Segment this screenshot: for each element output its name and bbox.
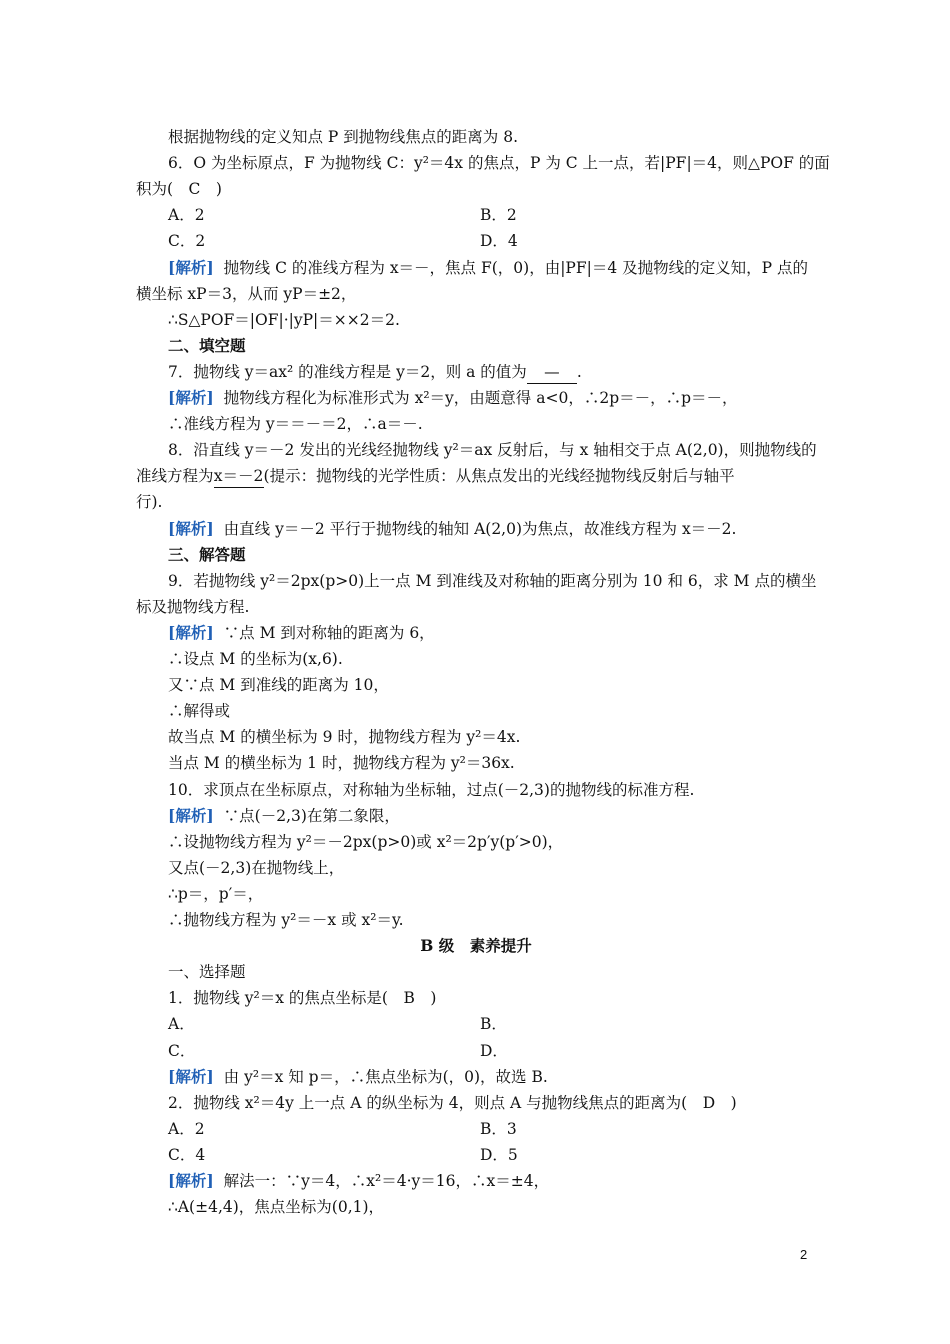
- line-text: ∴设点 M 的坐标为(x,6).: [168, 650, 343, 668]
- text-line: [136, 883, 848, 905]
- text-line: [136, 491, 816, 513]
- text-line: [136, 570, 848, 592]
- text-line: [136, 1196, 848, 1218]
- analysis-tag: [解析]: [168, 805, 214, 825]
- text-line: [136, 1170, 848, 1192]
- option-choice: B．2: [480, 206, 517, 225]
- line-text: C．4: [168, 1145, 206, 1164]
- text-line: [136, 283, 816, 305]
- analysis-tag: [解析]: [168, 1171, 214, 1190]
- line-text: ∴准线方程为 y＝＝－＝2，∴a＝－.: [168, 415, 423, 434]
- line-text: 由 y²＝x 知 p＝，∴焦点坐标为(，0)，故选 B.: [223, 1067, 548, 1086]
- text-line: [136, 309, 848, 331]
- line-text: 抛物线 C 的准线方程为 x＝－，焦点 F(，0)，由|PF|＝4 及抛物线的定义知，P 点的: [223, 258, 808, 277]
- line-text: 7．抛物线 y＝ax² 的准线方程是 y＝2，则 a 的值为: [168, 362, 527, 381]
- option-choice: D．: [480, 1041, 508, 1060]
- text-line: [136, 257, 848, 279]
- line-text: 6．O 为坐标原点，F 为抛物线 C：y²＝4x 的焦点，P 为 C 上一点，若|PF|＝4，则△POF 的面: [168, 154, 830, 173]
- analysis-tag: [解析]: [168, 518, 214, 538]
- text-line: [136, 152, 848, 174]
- option-choice: D．5: [480, 1145, 518, 1164]
- line-text: 2．抛物线 x²＝4y 上一点 A 的纵坐标为 4，则点 A 与抛物线焦点的距离为( D ): [168, 1093, 737, 1112]
- line-text: 故当点 M 的横坐标为 9 时，抛物线方程为 y²＝4x.: [168, 728, 521, 747]
- text-line: [136, 805, 848, 827]
- line-text: C．2: [168, 232, 206, 251]
- analysis-tag: [解析]: [168, 257, 214, 277]
- line-text: 由直线 y＝－2 平行于抛物线的轴知 A(2,0)为焦点，故准线方程为 x＝－2.: [223, 519, 737, 538]
- section-heading: 三、解答题: [168, 544, 246, 564]
- line-text: 横坐标 xP＝3，从而 yP＝±2，: [136, 284, 357, 303]
- text-line: [136, 831, 848, 853]
- answer-blank: x＝－2: [214, 465, 264, 488]
- line-text: ∴p＝，p′＝，: [168, 884, 264, 903]
- text-line: [136, 387, 848, 409]
- line-text: 又∵点 M 到准线的距离为 10，: [168, 676, 389, 695]
- line-text: 9．若抛物线 y²＝2px(p>0)上一点 M 到准线及对称轴的距离分别为 10 和 6，求 M 点的横坐: [168, 571, 817, 590]
- line-text: A．2: [168, 206, 205, 225]
- line-text: 标及抛物线方程.: [136, 597, 250, 616]
- section-heading: 二、填空题: [168, 335, 246, 355]
- option-choice: D．4: [480, 232, 518, 251]
- text-line: [136, 779, 848, 801]
- line-text: A．: [168, 1015, 195, 1034]
- option-choice: B．: [480, 1015, 507, 1034]
- line-text: 积为( C ): [136, 180, 222, 199]
- text-line: [136, 987, 848, 1009]
- text-line: [136, 726, 848, 748]
- text-line: [136, 622, 848, 644]
- line-text: ∴解得或: [168, 702, 231, 721]
- line-text: 抛物线方程化为标准形式为 x²＝y，由题意得 a<0，∴2p＝－，∴p＝－，: [223, 389, 738, 407]
- text-line: [136, 178, 816, 200]
- text-line: [136, 909, 848, 931]
- line-text: 准线方程为: [136, 467, 214, 486]
- text-line: [136, 961, 848, 983]
- text-line: [136, 700, 848, 722]
- line-text: 当点 M 的横坐标为 1 时，抛物线方程为 y²＝36x.: [168, 754, 515, 773]
- line-text: 又点(－2,3)在抛物线上，: [168, 858, 345, 877]
- line-text: 一、选择题: [168, 963, 246, 982]
- line-text: 10．求顶点在坐标原点，对称轴为坐标轴，过点(－2,3)的抛物线的标准方程.: [168, 780, 695, 799]
- text-line: [136, 1092, 848, 1114]
- line-text: ∴A(±4,4)，焦点坐标为(0,1)，: [168, 1198, 385, 1217]
- line-text: ∴抛物线方程为 y²＝－x 或 x²＝y.: [168, 911, 404, 929]
- text-line: [136, 674, 848, 696]
- text-line: [136, 1066, 848, 1088]
- text-line: [136, 465, 816, 488]
- text-line: [136, 544, 848, 566]
- line-text: 根据抛物线的定义知点 P 到抛物线焦点的距离为 8.: [168, 128, 519, 146]
- line-text: ∴S△POF＝|OF|·|yP|＝××2＝2.: [168, 310, 400, 329]
- page-number: 2: [800, 1247, 808, 1262]
- line-text: ∵点 M 到对称轴的距离为 6，: [223, 623, 435, 642]
- text-line: [136, 335, 848, 357]
- text-line: [136, 935, 816, 957]
- text-line: [136, 752, 848, 774]
- analysis-tag: [解析]: [168, 388, 214, 407]
- line-text: ∴设抛物线方程为 y²＝－2px(p>0)或 x²＝2p′y(p′>0)，: [168, 832, 564, 851]
- line-text: C．: [168, 1041, 196, 1060]
- text-line: [136, 413, 848, 435]
- line-text: ∵点(－2,3)在第二象限，: [223, 806, 400, 825]
- line-text: 1．抛物线 y²＝x 的焦点坐标是( B ): [168, 989, 437, 1008]
- analysis-tag: [解析]: [168, 1066, 214, 1086]
- section-heading: B 级 素养提升: [420, 936, 532, 956]
- text-line: [136, 857, 848, 879]
- text-line: [136, 361, 848, 384]
- line-text: 行).: [136, 493, 163, 512]
- line-text: 解法一：∵y＝4，∴x²＝4·y＝16，∴x＝±4，: [223, 1172, 550, 1190]
- text-line: [136, 648, 848, 670]
- line-text: A．2: [168, 1119, 205, 1138]
- line-text-tail: .: [576, 362, 582, 381]
- analysis-tag: [解析]: [168, 622, 214, 642]
- option-choice: B．3: [480, 1119, 517, 1138]
- text-line: [136, 126, 848, 148]
- text-line: [136, 439, 848, 461]
- text-line: [136, 518, 848, 540]
- line-text: 8．沿直线 y＝－2 发出的光线经抛物线 y²＝ax 反射后，与 x 轴相交于点 A(2,0)，则抛物线的: [168, 441, 817, 460]
- answer-blank: —: [527, 361, 577, 384]
- text-line: [136, 596, 816, 618]
- line-text-tail: (提示：抛物线的光学性质：从焦点发出的光线经抛物线反射后与轴平: [263, 467, 735, 486]
